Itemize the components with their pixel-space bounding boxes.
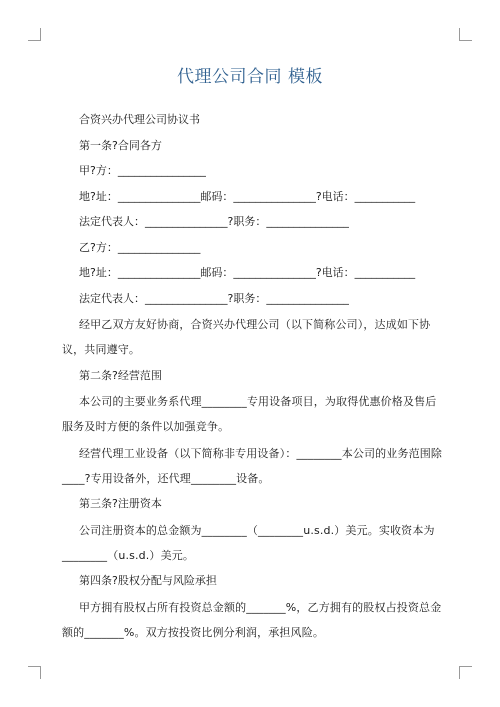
business-scope-paragraph: 本公司的主要业务系代理________专用设备项目，为取得优惠价格及售后服务及时方便的条件以加强竞争。 [62, 395, 437, 433]
agency-equipment-paragraph: 经营代理工业设备（以下简称非专用设备）：________本公司的业务范围除____?专用设备外，还代理________设备。 [62, 446, 443, 485]
crop-mark-top-left [28, 28, 41, 41]
article-2-heading: 第二条?经营范围 [79, 368, 162, 382]
party-b-name: 乙?方：_______________ [79, 240, 201, 254]
agreement-heading: 合资兴办代理公司协议书 [79, 113, 200, 126]
equity-distribution-paragraph: 甲方拥有股权占所有投资总金额的_______%，乙方拥有的股权占投资总金额的_______%。双方按投资比例分利润，承担风险。 [62, 600, 442, 639]
article-1-heading: 第一条?合同各方 [79, 138, 162, 152]
registered-capital-paragraph: 公司注册资本的总金额为________（________u.s.d.）美元。实收资本为________（u.s.d.）美元。 [62, 523, 435, 562]
document-title: 代理公司合同 模板 [177, 67, 323, 87]
party-a-name: 甲?方：________________ [79, 164, 206, 177]
crop-mark-bottom-left [28, 666, 41, 679]
crop-mark-bottom-right [459, 666, 472, 679]
article-3-heading: 第三条?注册资本 [79, 497, 162, 510]
party-a-address: 地?址：_______________邮码：_______________?电话：___________ [79, 189, 416, 203]
document-body [62, 113, 446, 651]
party-b-representative: 法定代表人：_______________?职务：_______________ [79, 291, 349, 305]
article-4-heading: 第四条?股权分配与风险承担 [79, 574, 217, 587]
party-a-representative: 法定代表人：_______________?职务：_______________ [79, 215, 349, 228]
preamble-paragraph: 经甲乙双方友好协商，合资兴办代理公司（以下简称公司），达成如下协议，共同遵守。 [62, 318, 431, 356]
party-b-address: 地?址：_______________邮码：_______________?电话：___________ [79, 266, 416, 279]
crop-mark-top-right [459, 28, 472, 41]
